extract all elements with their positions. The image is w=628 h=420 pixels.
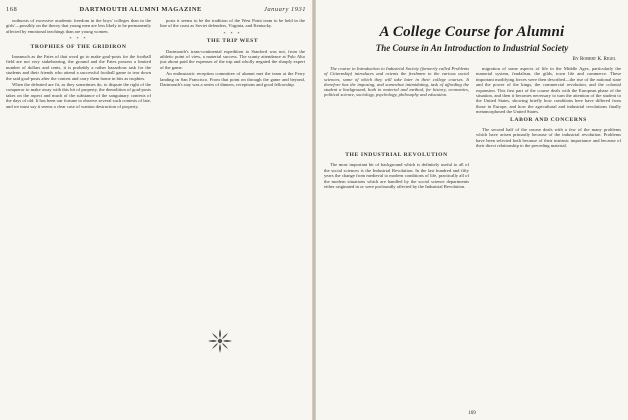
right-column-2-text: migration of some aspects of life in the Middle Ages, particularly the manorial system, feudalism, the gilds, town life and commerce. These important modifying forces were then described—the rise of the national state and the power of the kings, the commercial revolution, and the colonial expansion. This first part of the course deals with the European phase of the situation, and then it becomes necessary to turn the attention of the student to the United States, showing briefly how conditions here have differed from those in Europe, and how the agricultural and industrial revolutions finally metamorphosed the United States.	[476, 66, 621, 115]
trophies-paragraph-2: When the defeated are fit, as they sometimes do, to dispute the right of the conqueror to make away with this bit of property, the demolition of goal-posts takes on the aspect and much of the substance of the sanguinary contests of the days of old. It has been our fortune to observe several such contests of late, and we must say it seems a clear case of wanton destruction of property.	[6, 82, 151, 109]
left-running-title: DARTMOUTH ALUMNI MAGAZINE	[79, 6, 202, 13]
abstract-text: The course in Introduction to Industrial Society (formerly called Problems of Citizenship) introduces and orients the freshmen to the various social sciences, some of which they will take later in their college courses. It therefore has the imposing, and somewhat intimidating, task of affording the student a background, both in material and method, for history, economics, political science, sociology, psychology, philosophy and education.	[324, 66, 469, 98]
article-title: A College Course for Alumni	[379, 24, 565, 40]
upper-text: posts it seems to be the tradition of the West Point team to be held in the line of the coast as Soviet defenders, Virginia, and Kentucky.	[160, 18, 305, 29]
left-page-number: 168	[6, 6, 18, 13]
right-column-1	[324, 150, 469, 412]
divider-stars-2: * * *	[223, 30, 242, 36]
right-page-number: 169	[468, 411, 476, 416]
section-title-trip-west: THE TRIP WEST	[206, 38, 259, 45]
section-title-trophies: TROPHIES OF THE GRIDIRON	[30, 43, 127, 50]
right-column-2	[476, 66, 621, 412]
section-title-industrial-revolution: THE INDUSTRIAL REVOLUTION	[345, 152, 448, 158]
article-subtitle: The Course in An Introduction to Industrial Society	[375, 43, 569, 53]
right-page	[316, 0, 628, 420]
trip-paragraph-1: Dartmouth's trans-continental expedition to Stanford was not, from the athletic point of view, a material success. The scanty attendance at Palo Alto just about paid the expenses of the trip and wholly negated the sharply expert of the game.	[160, 48, 305, 70]
divider-stars: * * *	[69, 36, 88, 42]
trip-paragraph-2: An enthusiastic reception committee of alumni met the team at the Ferry landing in San Francisco. From that point on through the game and beyond, Dartmouth's stay was a series of dinners, receptions and good fellowship.	[160, 71, 305, 88]
labor-text: The second half of the course deals with a few of the many problems which have arisen primarily because of the industrial revolution. Problems have been selected both because of their intrinsic importance and because of their direct relationship to the preceding material.	[476, 127, 621, 149]
left-issue-date: January 1931	[264, 6, 306, 13]
article-byline: By Robert K. Rigel	[572, 57, 616, 62]
left-running-header	[6, 6, 306, 16]
left-column-1	[6, 18, 151, 410]
fleuron-ornament-icon	[205, 326, 235, 356]
left-page	[0, 0, 312, 420]
section-title-labor: LABOR AND CONCERNS	[510, 116, 587, 123]
industrial-revolution-text: The most important bit of background which is definitely useful to all of the social sciences is the Industrial Revolution. In the last hundred and fifty years the change from medieval to modern conditions of life, practically all of the modern situations which are handled by the social science departments either originated in or were profoundly affected by the Industrial Revolution.	[324, 162, 469, 190]
trophies-paragraph-1: Inasmuch as the Fates of that word go to make goal-posts for the football field are not very stakebearing, the ground and the Fates possess a limited number of dollars and cents, it is probably a rather hazardous task for the students and their friends who attend a successful football game to tear down the said goal-posts after the contest and carry them home in bits as trophies.	[6, 54, 151, 81]
intro-text: outbursts of excessive academic freedom in the boys' colleges than in the girls'—possibly on the theory that young men are less likely to be permanently affected by emotional teachings than are young women.	[6, 18, 151, 34]
article-abstract	[324, 66, 469, 148]
